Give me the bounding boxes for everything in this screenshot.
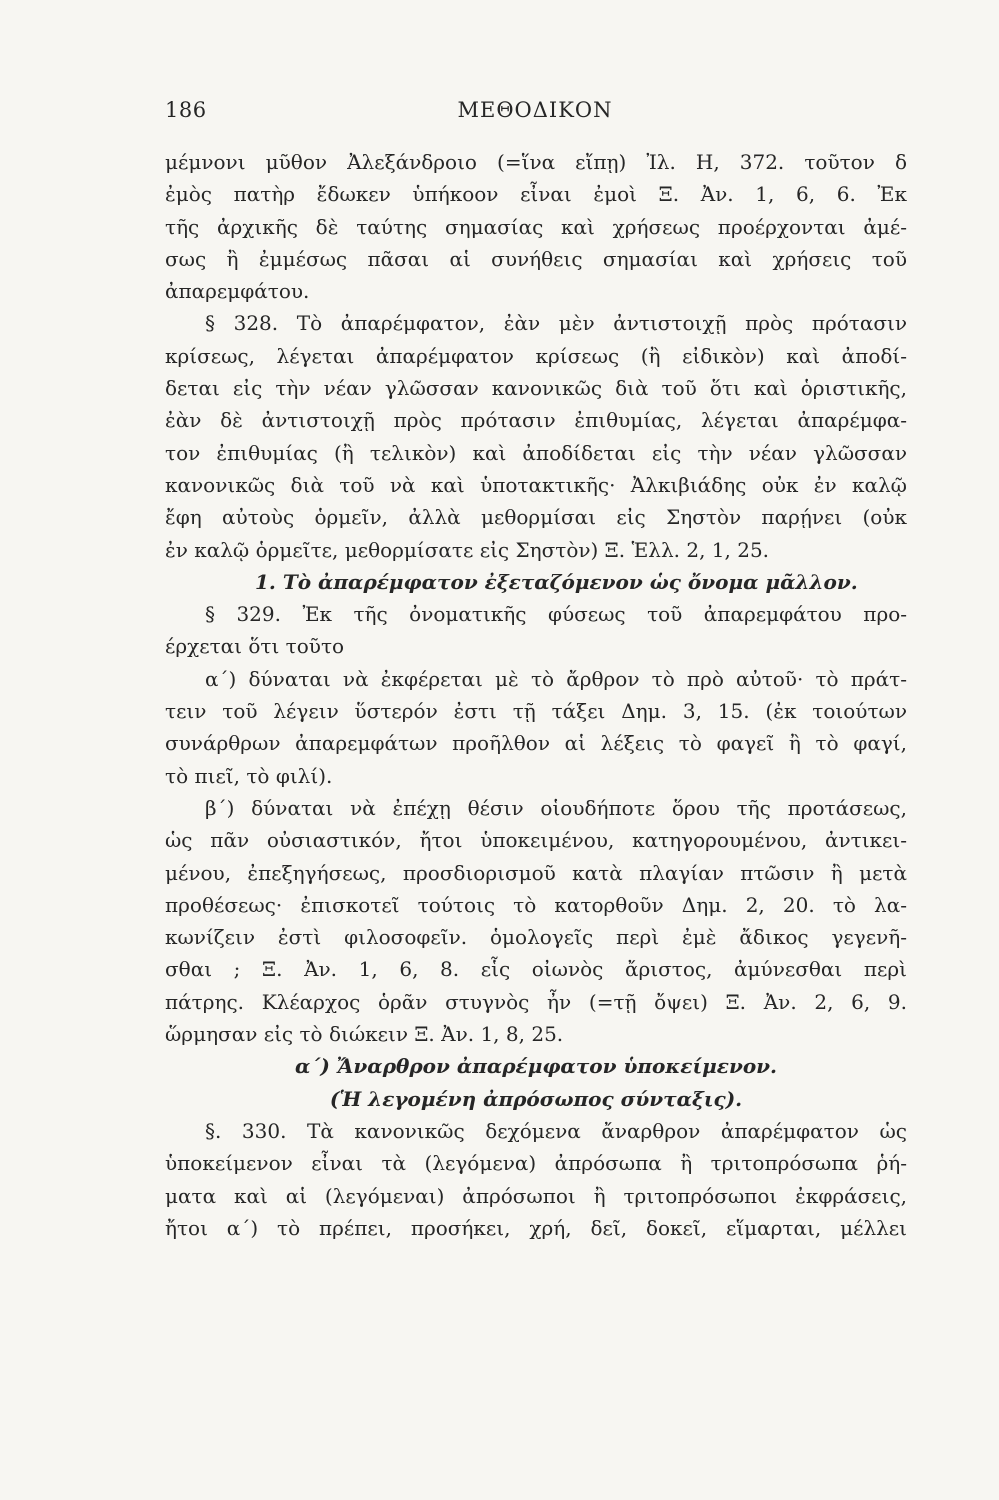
text-line: κωνίζειν ἐστὶ φιλοσοφεῖν. ὁμολογεῖς περὶ ἐμὲ ἄδικος γεγενῆ- — [165, 925, 907, 950]
page-header — [165, 98, 905, 138]
text-line: προθέσεως· ἐπισκοτεῖ τούτοις τὸ κατορθοῦν Δημ. 2, 20. τὸ λα- — [165, 892, 907, 917]
text-line: β΄) δύναται νὰ ἐπέχῃ θέσιν οἱουδήποτε ὅρου τῆς προτάσεως, — [205, 795, 907, 820]
subheading-a-sub: (Ἡ λεγομένη ἀπρόσωπος σύνταξις). — [329, 1086, 743, 1111]
text-line: ἤτοι α΄) τὸ πρέπει, προσήκει, χρή, δεῖ, δοκεῖ, εἵμαρται, μέλλει — [165, 1215, 907, 1240]
text-line: ματα καὶ αἱ (λεγόμεναι) ἀπρόσωποι ἢ τριτοπρόσωποι ἐκφράσεις, — [165, 1183, 907, 1208]
section-329-start: § 329. Ἐκ τῆς ὀνοματικῆς φύσεως τοῦ ἀπαρεμφάτου προ- — [205, 602, 907, 627]
text-line: κανονικῶς διὰ τοῦ νὰ καὶ ὑποτακτικῆς· Ἀλκιβιάδης οὐκ ἐν καλῷ — [165, 472, 907, 497]
text-line: συνάρθρων ἀπαρεμφάτων προῆλθον αἱ λέξεις τὸ φαγεῖ ἢ τὸ φαγί, — [165, 731, 907, 756]
text-line: μέμνονι μῦθον Ἀλεξάνδροιο (=ἵνα εἴπῃ) Ἰλ. Η, 372. τοῦτον δ — [165, 150, 907, 174]
text-line: ἔφη αὐτοὺς ὁρμεῖν, ἀλλὰ μεθορμίσαι εἰς Σηστὸν παρῄνει (οὐκ — [165, 505, 907, 530]
running-title: ΜΕΘΟΔΙΚΟΝ — [457, 98, 613, 122]
text-line: ἐμὸς πατὴρ ἔδωκεν ὑπήκοον εἶναι ἐμοὶ Ξ. Ἀν. 1, 6, 6. Ἐκ — [165, 182, 907, 207]
text-line: τον ἐπιθυμίας (ἢ τελικὸν) καὶ ἀποδίδεται εἰς τὴν νέαν γλῶσσαν — [165, 440, 907, 465]
text-line: δεται εἰς τὴν νέαν γλῶσσαν κανονικῶς διὰ τοῦ ὅτι καὶ ὁριστικῆς, — [165, 376, 907, 401]
text-line: ὡς πᾶν οὐσιαστικόν, ἤτοι ὑποκειμένου, κατηγορουμένου, ἀντικει- — [165, 828, 907, 853]
subheading-a: α΄) Ἄναρθρον ἀπαρέμφατον ὑποκείμενον. — [294, 1054, 777, 1079]
text-line: σως ἢ ἐμμέσως πᾶσαι αἱ συνήθεις σημασίαι καὶ χρήσεις τοῦ — [165, 246, 907, 271]
text-line: έρχεται ὅτι τοῦτο — [165, 634, 345, 659]
section-330-start: §. 330. Τὰ κανονικῶς δεχόμενα ἄναρθρον ἀπαρέμφατον ὡς — [205, 1118, 907, 1143]
text-line: ἐὰν δὲ ἀντιστοιχῇ πρὸς πρότασιν ἐπιθυμίας, λέγεται ἀπαρέμφα- — [165, 408, 907, 433]
text-line: τῆς ἀρχικῆς δὲ ταύτης σημασίας καὶ χρήσεως προέρχονται ἀμέ- — [165, 214, 907, 239]
text-line: τὸ πιεῖ, τὸ φιλί). — [165, 763, 333, 788]
subheading-1: 1. Τὸ ἀπαρέμφατον ἐξεταζόμενον ὡς ὄνομα μᾶλλον. — [255, 569, 858, 594]
text-line: ὑποκείμενον εἶναι τὰ (λεγόμενα) ἀπρόσωπα ἢ τριτοπρόσωπα ῥή- — [165, 1151, 907, 1176]
text-line: μένου, ἐπεξηγήσεως, προσδιορισμοῦ κατὰ πλαγίαν πτῶσιν ἢ μετὰ — [165, 860, 907, 885]
page-number: 186 — [165, 98, 207, 122]
body-text — [165, 146, 907, 1244]
text-line: ὥρμησαν εἰς τὸ διώκειν Ξ. Ἀν. 1, 8, 25. — [165, 1022, 564, 1047]
section-328-start: § 328. Τὸ ἀπαρέμφατον, ἐὰν μὲν ἀντιστοιχῇ πρὸς πρότασιν — [205, 311, 907, 336]
text-line: πάτρης. Κλέαρχος ὁρᾶν στυγνὸς ἦν (=τῇ ὄψει) Ξ. Ἀν. 2, 6, 9. — [165, 989, 907, 1014]
text-line: ἀπαρεμφάτου. — [165, 279, 310, 304]
text-line: σθαι ; Ξ. Ἀν. 1, 6, 8. εἷς οἰωνὸς ἄριστος, ἀμύνεσθαι περὶ — [165, 957, 907, 982]
text-line: α΄) δύναται νὰ ἐκφέρεται μὲ τὸ ἄρθρον τὸ πρὸ αὐτοῦ· τὸ πράτ- — [205, 666, 907, 691]
text-line: τειν τοῦ λέγειν ὕστερόν ἐστι τῇ τάξει Δημ. 3, 15. (ἐκ τοιούτων — [165, 699, 907, 724]
text-line: ἐν καλῷ ὁρμεῖτε, μεθορμίσατε εἰς Σηστὸν) Ξ. Ἑλλ. 2, 1, 25. — [165, 537, 770, 562]
text-line: κρίσεως, λέγεται ἀπαρέμφατον κρίσεως (ἢ εἰδικὸν) καὶ ἀποδί- — [165, 343, 907, 368]
